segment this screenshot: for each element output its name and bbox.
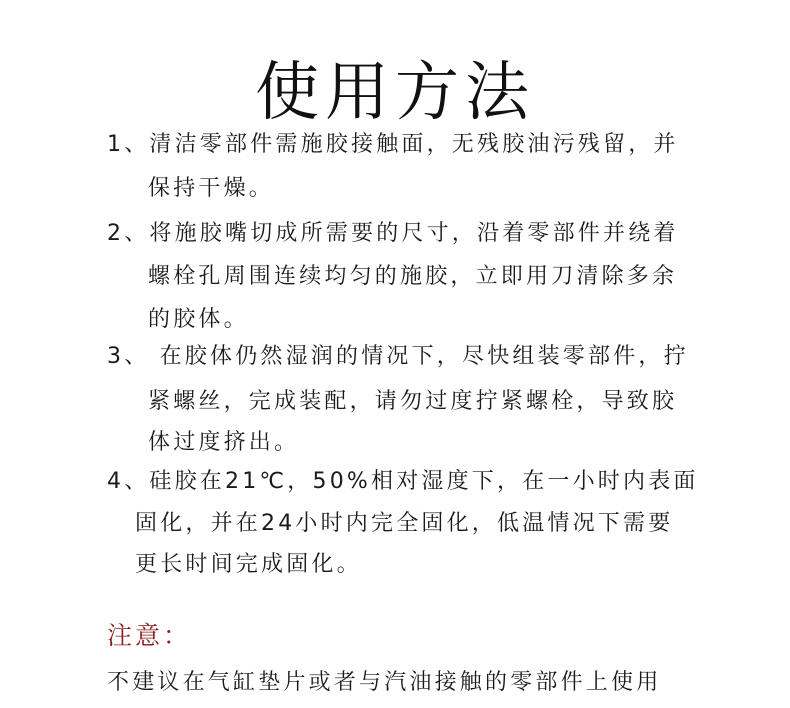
note-heading: 注意： [107, 621, 192, 650]
step-2-line-1: 2、将施胶嘴切成所需要的尺寸，沿着零部件并绕着 [107, 221, 679, 246]
step-1-line-2: 保持干燥。 [148, 176, 275, 201]
note-text: 不建议在气缸垫片或者与汽油接触的零部件上使用 [107, 670, 662, 695]
step-3-line-2: 紧螺丝，完成装配，请勿过度拧紧螺栓，导致胶 [148, 389, 678, 414]
step-1-line-1: 1、清洁零部件需施胶接触面，无残胶油污残留，并 [107, 132, 679, 157]
step-3-line-3: 体过度挤出。 [148, 430, 300, 455]
page-title: 使用方法 [255, 55, 535, 130]
step-4-line-1: 4、硅胶在21℃，50%相对湿度下，在一小时内表面 [107, 469, 699, 494]
step-2-line-2: 螺栓孔周围连续均匀的施胶，立即用刀清除多余 [148, 264, 678, 289]
step-2-line-3: 的胶体。 [148, 307, 249, 332]
step-3-line-1: 3、 在胶体仍然湿润的情况下，尽快组装零部件，拧 [107, 344, 689, 369]
step-4-line-2: 固化，并在24小时内完全固化，低温情况下需要 [135, 511, 674, 536]
step-4-line-3: 更长时间完成固化。 [135, 552, 362, 577]
